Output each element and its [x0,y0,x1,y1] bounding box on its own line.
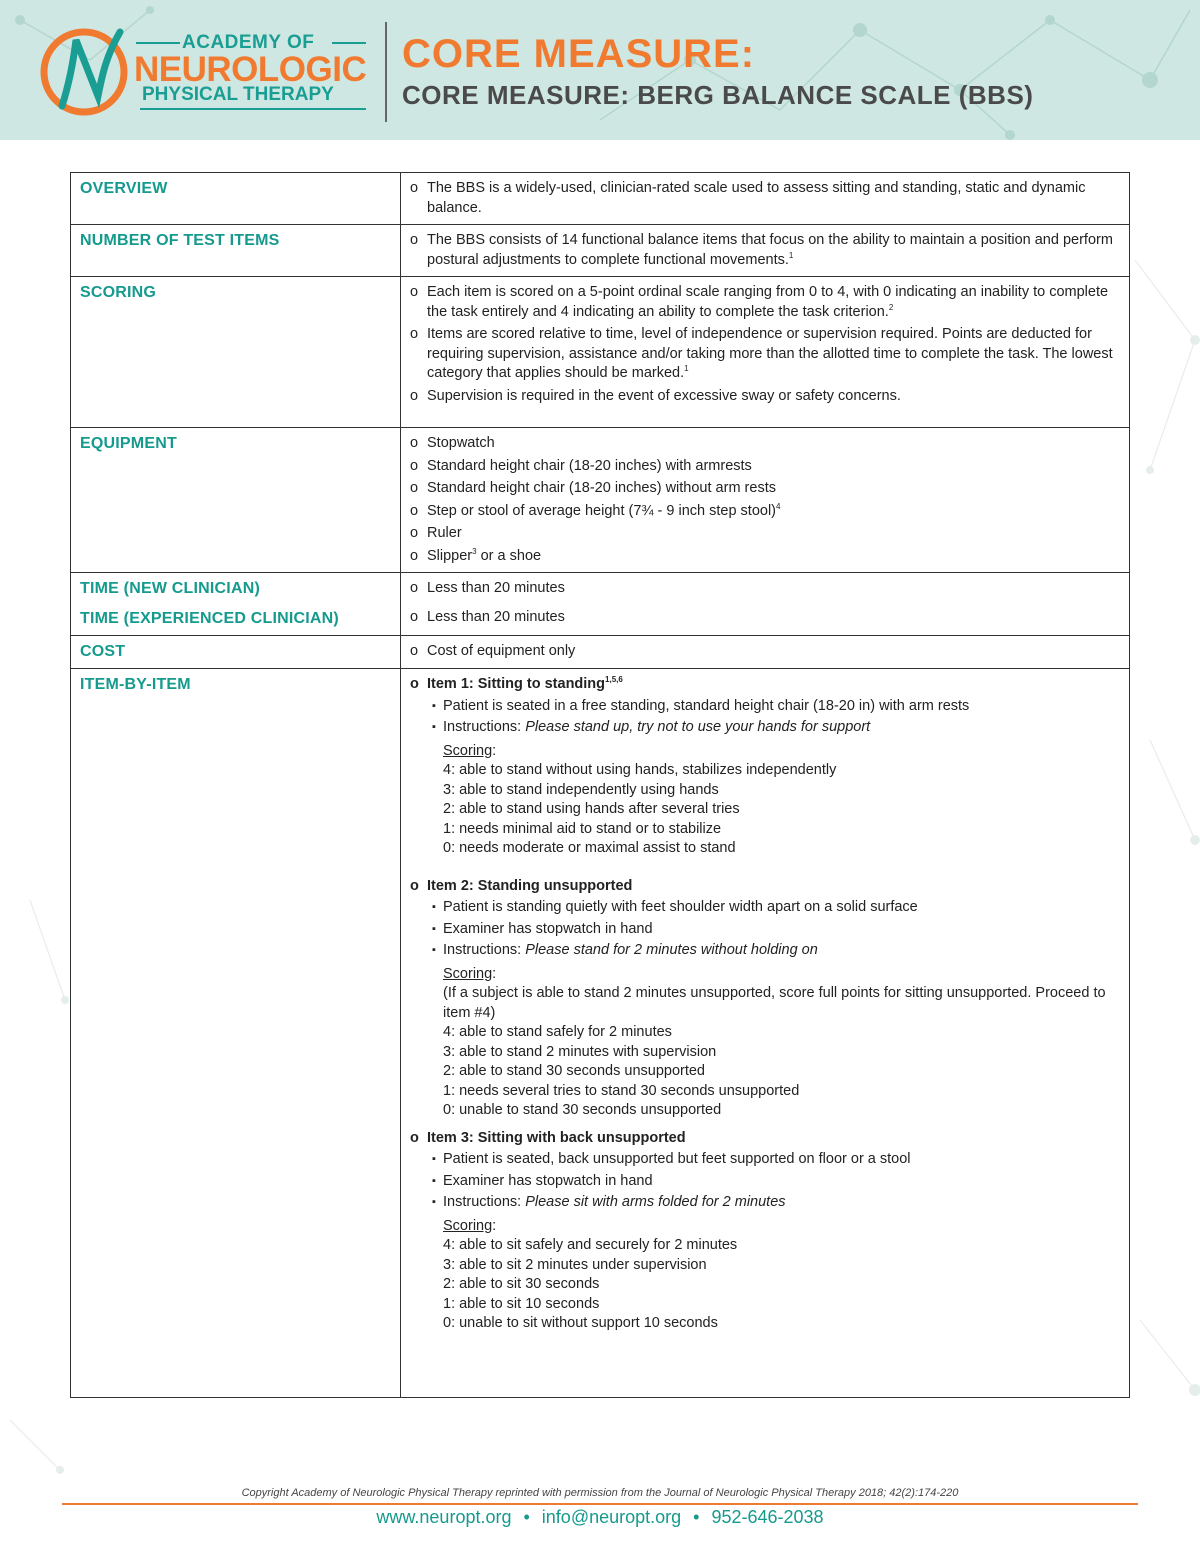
item-1-score-2: 2: able to stand using hands after several tries [443,801,740,817]
row-content-cell [401,636,1130,669]
time-experienced-label: TIME (EXPERIENCED CLINICIAN) [80,610,339,627]
row-content-cell [401,277,1130,428]
test-items-label: NUMBER OF TEST ITEMS [80,232,280,249]
item-3-score-2: 2: able to sit 30 seconds [443,1276,600,1292]
academy-logo [40,26,370,118]
table-row [71,225,1130,277]
row-label-cell [71,428,401,573]
table-row [71,573,1130,636]
separator-dot: • [693,1507,700,1527]
row-label-cell [71,225,401,277]
item-1-instructions: ▪ Instructions: Please stand up, try not to use your hands for support [410,718,1120,738]
phone-number[interactable]: 952-646-2038 [711,1507,824,1527]
email-link[interactable]: info@neuropt.org [541,1507,682,1527]
table-row [71,173,1130,225]
row-label-cell [71,669,401,1398]
row-label-cell [71,636,401,669]
row-label-cell [71,173,401,225]
item-1-title: o Item 1: Sitting to standing$^{1,5,6}$ [410,675,1120,695]
table-row [71,428,1130,573]
page-subtitle: CORE MEASURE: BERG BALANCE SCALE (BBS) [402,80,1034,110]
equipment-bullet: o Standard height chair (18-20 inches) without arm rests [410,479,1120,499]
item-2-score-0: 0: unable to stand 30 seconds unsupported [443,1102,722,1118]
scoring-label: SCORING [80,284,157,301]
item-1-score-1: 1: needs minimal aid to stand or to stabilize [443,820,722,837]
row-content-cell [401,428,1130,573]
cost-value: o Cost of equipment only [410,642,1120,662]
separator-dot: • [523,1507,530,1527]
logo-rule [332,42,366,44]
item-2-score-2: 2: able to stand 30 seconds unsupported [443,1063,705,1079]
row-content-cell [401,669,1130,1398]
row-label-cell [71,573,401,636]
item-3-score-1: 1: able to sit 10 seconds [443,1295,600,1312]
equipment-bullet: o Slipper$^3$ or a shoe [410,547,1120,567]
equipment-label: EQUIPMENT [80,435,177,452]
stylized-n-logo-icon [40,26,136,118]
scoring-bullet: o Each item is scored on a 5-point ordinal scale ranging from 0 to 4, with 0 indicating an inability to complete the task entirely and 4 indicating an ability to complete the task criterion.$^2$ [410,283,1120,322]
row-content-cell [401,573,1130,636]
row-content-cell [401,225,1130,277]
equipment-bullet: o Step or stool of average height (7¾ - 9 inch step stool)$^4$ [410,502,1120,522]
item-1-score-4: 4: able to stand without using hands, stabilizes independently [443,762,837,778]
item-2-detail: ▪ Examiner has stopwatch in hand [410,920,1120,940]
footer-divider [62,1503,1138,1505]
test-items-bullet: o The BBS consists of 14 functional balance items that focus on the ability to maintain a position and perform postural adjustments to complete functional movements.$^1$ [410,231,1120,270]
item-3-instructions: ▪ Instructions: Please sit with arms folded for 2 minutes [410,1193,1120,1213]
website-link[interactable]: www.neuropt.org [376,1507,512,1527]
logo-line-2: NEUROLOGIC [134,50,367,89]
page-header [0,0,1200,140]
scoring-bullet: o Supervision is required in the event of excessive sway or safety concerns. [410,387,1120,407]
item-by-item-label: ITEM-BY-ITEM [80,676,191,693]
item-2-score-3: 3: able to stand 2 minutes with supervision [443,1043,717,1060]
item-1-detail: ▪ Patient is seated in a free standing, standard height chair (18-20 in) with arm rests [410,697,1120,717]
header-divider [385,22,387,122]
item-1-score-0: 0: needs moderate or maximal assist to stand [443,840,736,856]
logo-line-3: PHYSICAL THERAPY [142,84,334,105]
overview-label: OVERVIEW [80,180,168,197]
item-2-score-1: 1: needs several tries to stand 30 seconds unsupported [443,1082,800,1099]
scoring-bullet: o Items are scored relative to time, level of independence or supervision required. Points are deducted for requiring supervision, assistance and/or taking more than the allotted time to complete the task. The lowest category that applies should be marked.$^1$ [410,325,1120,384]
cost-label: COST [80,643,126,660]
table-row [71,636,1130,669]
item-2-note: (If a subject is able to stand 2 minutes unsupported, score full points for sitting unsupported. Proceed to item #4) [443,985,1106,1021]
item-3-detail: ▪ Patient is seated, back unsupported but feet supported on floor or a stool [410,1150,1120,1170]
item-3-score-4: 4: able to sit safely and securely for 2 minutes [443,1237,738,1253]
equipment-bullet: o Standard height chair (18-20 inches) with armrests [410,457,1120,477]
equipment-bullet: o Ruler [410,524,1120,544]
time-experienced-value: o Less than 20 minutes [410,608,1120,628]
item-2-instructions: ▪ Instructions: Please stand for 2 minutes without holding on [410,941,1120,961]
core-measure-table [70,172,1130,1398]
logo-line-1: ACADEMY OF [182,32,315,53]
item-2-detail: ▪ Patient is standing quietly with feet shoulder width apart on a solid surface [410,898,1120,918]
item-1-scoring-title: Scoring: [443,742,497,759]
item-3-score-0: 0: unable to sit without support 10 seconds [443,1315,718,1331]
logo-rule [140,108,366,110]
logo-rule [136,42,180,44]
item-3-score-3: 3: able to sit 2 minutes under supervision [443,1256,707,1273]
row-content-cell [401,173,1130,225]
item-2-scoring-title: Scoring: [443,965,497,982]
time-new-value: o Less than 20 minutes [410,579,1120,599]
table-row [71,277,1130,428]
footer-contacts [0,1507,1200,1528]
item-3-scoring-title: Scoring: [443,1217,497,1234]
copyright-note: Copyright Academy of Neurologic Physical Therapy reprinted with permission from the Journal of Neurologic Physical Therapy 2018; 42(2):174-220 [241,1487,959,1499]
page-title: CORE MEASURE: [402,32,756,76]
time-new-label: TIME (NEW CLINICIAN) [80,580,260,597]
item-3-title: o Item 3: Sitting with back unsupported [410,1129,1120,1149]
item-2-score-4: 4: able to stand safely for 2 minutes [443,1024,672,1040]
item-2-title: o Item 2: Standing unsupported [410,877,1120,897]
row-label-cell [71,277,401,428]
table-row [71,669,1130,1398]
overview-bullet: o The BBS is a widely-used, clinician-rated scale used to assess sitting and standing, static and dynamic balance. [410,179,1120,218]
equipment-bullet: o Stopwatch [410,434,1120,454]
item-1-score-3: 3: able to stand independently using hands [443,781,719,798]
item-3-detail: ▪ Examiner has stopwatch in hand [410,1172,1120,1192]
